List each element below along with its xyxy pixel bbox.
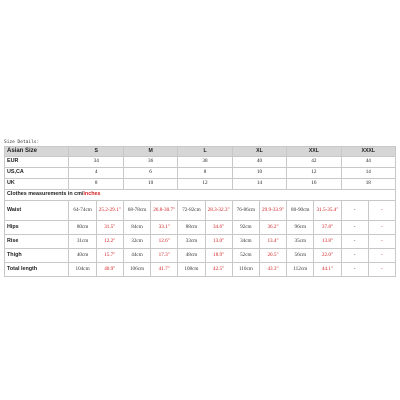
measurement-inch-value: 31.5" <box>96 221 123 235</box>
measurement-row <box>5 221 396 235</box>
conversion-value: 14 <box>232 179 286 190</box>
measurement-cm-value: - <box>341 235 368 249</box>
measurement-inch-value: 22.0" <box>314 249 341 263</box>
measurement-label: Total length <box>5 263 69 277</box>
size-header-xxxl: XXXL <box>341 147 395 157</box>
size-chart-table <box>4 146 396 277</box>
conversion-value: 38 <box>178 157 232 168</box>
measurement-inch-value: 33.1" <box>151 221 178 235</box>
measurement-label: Hips <box>5 221 69 235</box>
measurement-inch-value: 41.7" <box>151 263 178 277</box>
measurement-row <box>5 201 396 221</box>
size-header-m: M <box>123 147 177 157</box>
measurement-inch-value: 13.4" <box>259 235 286 249</box>
conversion-value: 14 <box>341 168 395 179</box>
measurement-inch-value: 26.8-30.7" <box>151 201 178 221</box>
conversion-row <box>5 179 396 190</box>
measurement-cm-value: 110cm <box>232 263 259 277</box>
measurement-cm-value: 72-82cm <box>178 201 205 221</box>
measurement-inch-value: 29.9-33.9" <box>259 201 286 221</box>
conversion-label: UK <box>5 179 69 190</box>
size-header-xl: XL <box>232 147 286 157</box>
measurement-cm-value: - <box>341 201 368 221</box>
measurement-cm-value: 104cm <box>69 263 96 277</box>
conversion-value: 42 <box>287 157 341 168</box>
measurement-cm-value: 88cm <box>178 221 205 235</box>
measurement-cm-value: 31cm <box>69 235 96 249</box>
conversion-label: EUR <box>5 157 69 168</box>
size-details-caption: Size Details: <box>4 140 40 145</box>
measurement-inch-value: 17.3" <box>151 249 178 263</box>
measurement-inch-value: 12.2" <box>96 235 123 249</box>
measurement-cm-value: 33cm <box>178 235 205 249</box>
size-chart-body <box>5 147 396 277</box>
measurement-cm-value: 34cm <box>232 235 259 249</box>
conversion-value: 12 <box>178 179 232 190</box>
measurement-inch-value: - <box>368 201 395 221</box>
measurement-inch-value: 37.8" <box>314 221 341 235</box>
measurement-cm-value: - <box>341 263 368 277</box>
measurement-inch-value: 44.1" <box>314 263 341 277</box>
measurement-cm-value: - <box>341 221 368 235</box>
conversion-value: 12 <box>287 168 341 179</box>
conversion-label: US,CA <box>5 168 69 179</box>
measurement-inch-value: 42.5" <box>205 263 232 277</box>
measurements-section-row <box>5 190 396 201</box>
size-header-l: L <box>178 147 232 157</box>
size-header-row <box>5 147 396 157</box>
measurement-row <box>5 235 396 249</box>
conversion-row <box>5 168 396 179</box>
measurement-inch-value: 36.2" <box>259 221 286 235</box>
measurement-cm-value: 64-74cm <box>69 201 96 221</box>
measurement-inch-value: - <box>368 221 395 235</box>
section-title-inches: inches <box>83 191 101 198</box>
measurement-cm-value: 48cm <box>178 249 205 263</box>
measurement-cm-value: 40cm <box>69 249 96 263</box>
conversion-value: 10 <box>123 179 177 190</box>
size-header-xxl: XXL <box>287 147 341 157</box>
measurement-cm-value: 112cm <box>287 263 314 277</box>
measurement-inch-value: 43.3" <box>259 263 286 277</box>
measurement-label: Rise <box>5 235 69 249</box>
measurement-inch-value: 13.8" <box>314 235 341 249</box>
measurement-inch-value: - <box>368 249 395 263</box>
conversion-value: 4 <box>69 168 123 179</box>
measurement-inch-value: 15.7" <box>96 249 123 263</box>
conversion-value: 10 <box>232 168 286 179</box>
measurement-cm-value: 76-86cm <box>232 201 259 221</box>
conversion-value: 8 <box>69 179 123 190</box>
conversion-value: 34 <box>69 157 123 168</box>
size-header-s: S <box>69 147 123 157</box>
conversion-value: 36 <box>123 157 177 168</box>
measurement-inch-value: 18.9" <box>205 249 232 263</box>
measurement-inch-value: 20.5" <box>259 249 286 263</box>
measurement-inch-value: - <box>368 263 395 277</box>
conversion-value: 40 <box>232 157 286 168</box>
section-title-cm: Clothes measurements in cm/ <box>7 191 84 198</box>
measurement-cm-value: 35cm <box>287 235 314 249</box>
measurement-cm-value: 52cm <box>232 249 259 263</box>
conversion-value: 18 <box>341 179 395 190</box>
measurement-cm-value: 44cm <box>123 249 150 263</box>
measurement-cm-value: 92cm <box>232 221 259 235</box>
measurement-label: Waist <box>5 201 69 221</box>
measurement-inch-value: 25.2-29.1" <box>96 201 123 221</box>
conversion-value: 16 <box>287 179 341 190</box>
measurement-inch-value: - <box>368 235 395 249</box>
measurement-inch-value: 40.9" <box>96 263 123 277</box>
measurement-row <box>5 249 396 263</box>
measurement-cm-value: 108cm <box>178 263 205 277</box>
measurement-cm-value: 80cm <box>69 221 96 235</box>
measurement-cm-value: - <box>341 249 368 263</box>
measurement-cm-value: 56cm <box>287 249 314 263</box>
measurement-cm-value: 96cm <box>287 221 314 235</box>
measurement-inch-value: 34.6" <box>205 221 232 235</box>
measurement-inch-value: 31.5-35.4" <box>314 201 341 221</box>
measurement-cm-value: 80-90cm <box>287 201 314 221</box>
measurement-cm-value: 106cm <box>123 263 150 277</box>
size-header-label: Asian Size <box>5 147 69 157</box>
measurement-inch-value: 28.3-32.3" <box>205 201 232 221</box>
conversion-row <box>5 157 396 168</box>
measurement-inch-value: 13.0" <box>205 235 232 249</box>
measurement-label: Thigh <box>5 249 69 263</box>
conversion-value: 6 <box>123 168 177 179</box>
measurement-inch-value: 12.6" <box>151 235 178 249</box>
conversion-value: 8 <box>178 168 232 179</box>
measurements-section-title <box>5 190 396 201</box>
conversion-value: 44 <box>341 157 395 168</box>
measurement-cm-value: 84cm <box>123 221 150 235</box>
measurement-cm-value: 32cm <box>123 235 150 249</box>
measurement-row <box>5 263 396 277</box>
measurement-cm-value: 68-78cm <box>123 201 150 221</box>
